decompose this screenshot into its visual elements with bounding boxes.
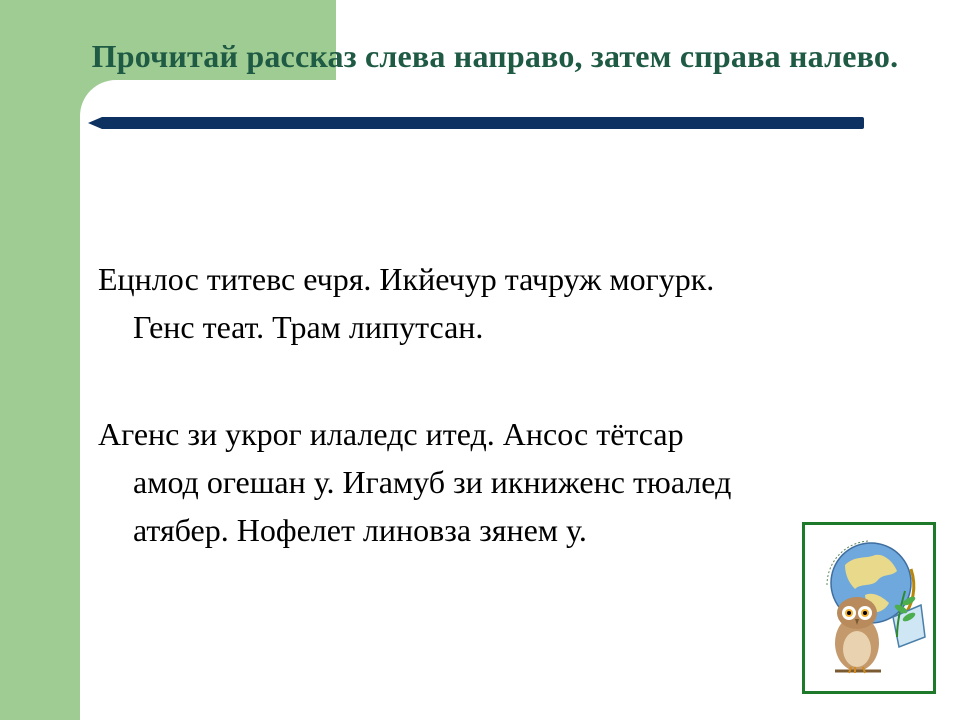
paragraph-1 (98, 255, 878, 351)
slide-title: Прочитай рассказ слева направо, затем справа налево. (91, 38, 899, 74)
green-left-strip (0, 0, 80, 720)
paragraph-2-line-1: Агенс зи укрог илаледс итед. Ансос тётсар (98, 416, 684, 452)
paragraph-2 (98, 410, 878, 554)
paragraph-1-line-2: Генс теат. Трам липутсан. (133, 309, 484, 345)
paragraph-2-line-3: атябер. Нофелет линовза зянем у. (133, 512, 587, 548)
owl-globe-icon (805, 525, 933, 691)
paragraph-2-line-2: амод огешан у. Игамуб зи икниженс тюалед (133, 464, 732, 500)
title-underline-rule (88, 117, 864, 129)
paragraph-1-line-1: Ецнлос титевс ечря. Икйечур тачруж могурк. (98, 261, 715, 297)
logo-frame (802, 522, 936, 694)
